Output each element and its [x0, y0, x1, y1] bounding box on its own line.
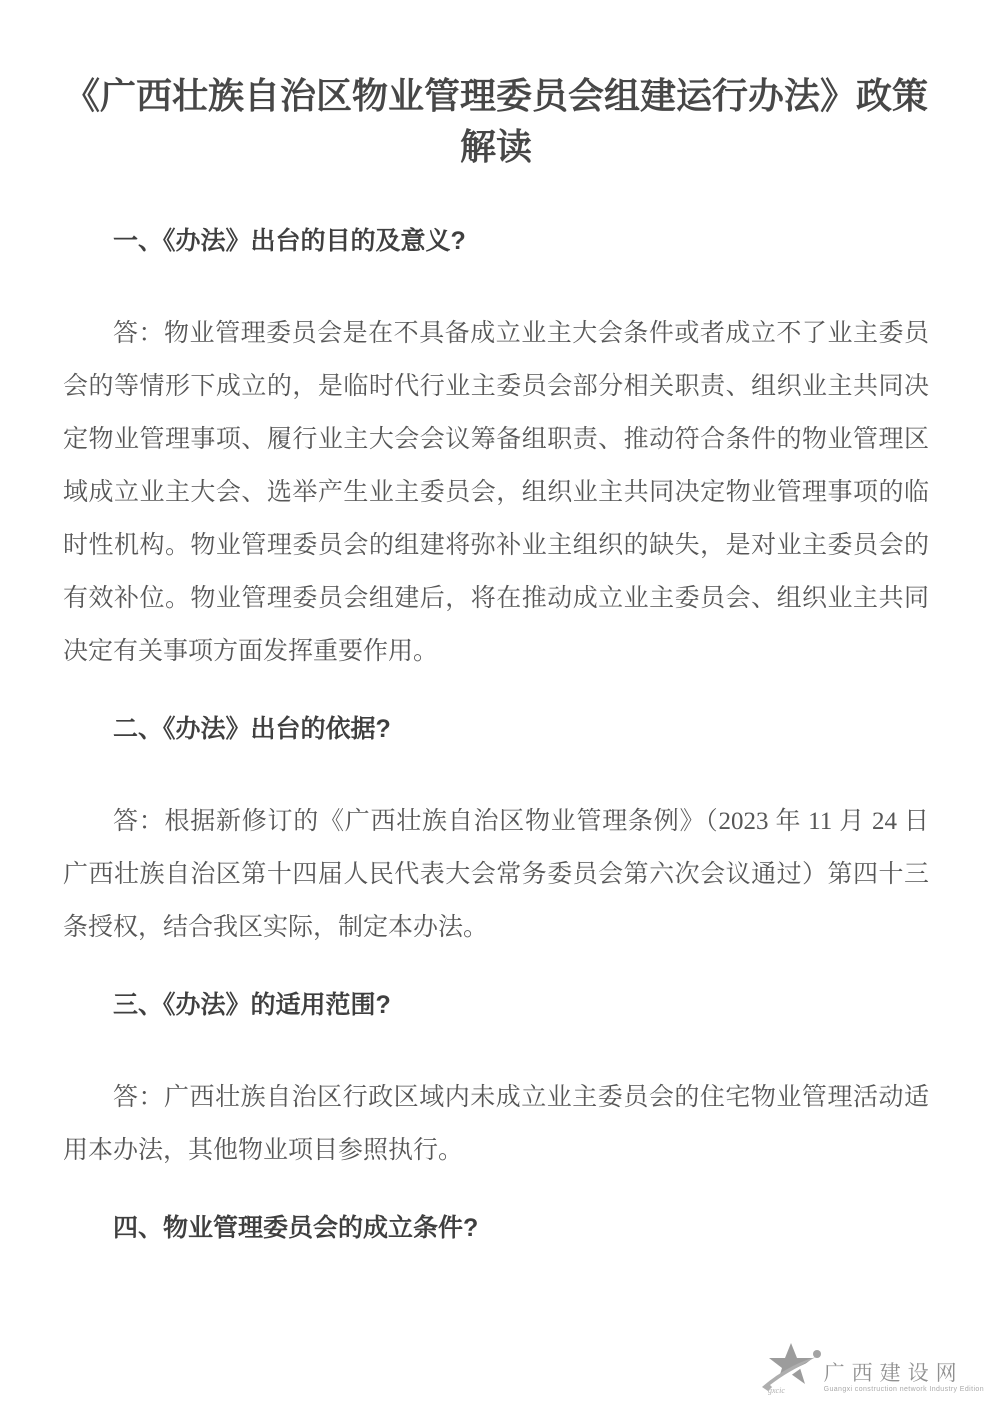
site-subtitle-english: Guangxi construction network Industry Edition: [823, 1386, 984, 1393]
section-1-heading: 一、《办法》出台的目的及意义?: [113, 227, 466, 255]
watermark-text-column: [824, 1361, 984, 1397]
section-3-answer: 答：广西壮族自治区行政区域内未成立业主委员会的住宅物业管理活动适用本办法，其他物业项目参照执行。: [63, 1084, 929, 1164]
section-4: [63, 1212, 929, 1244]
star-logo-icon: [760, 1341, 822, 1397]
section-2-answer: 答：根据新修订的《广西壮族自治区物业管理条例》（2023 年 11 月 24 日广西壮族自治区第十四届人民代表大会常务委员会第六次会议通过）第四十三条授权，结合我区实际，制定本办法。: [63, 808, 929, 941]
document-title: 《广西壮族自治区物业管理委员会组建运行办法》政策解读: [63, 75, 928, 167]
site-watermark-logo: [760, 1341, 984, 1397]
section-2: [63, 713, 929, 954]
site-name: 广西建设网: [823, 1361, 964, 1385]
section-3: [63, 989, 929, 1177]
section-2-heading: 二、《办法》出台的依据?: [113, 715, 391, 743]
logo-script-text: gxcic: [767, 1386, 785, 1395]
section-4-heading: 四、物业管理委员会的成立条件?: [113, 1214, 479, 1242]
section-1-answer: 答：物业管理委员会是在不具备成立业主大会条件或者成立不了业主委员会的等情形下成立的，是临时代行业主委员会部分相关职责、组织业主共同决定物业管理事项、履行业主大会会议筹备组职责、推动符合条件的物业管理区域成立业主大会、选举产生业主委员会，组织业主共同决定物业管理事项的临时性机构。物业管理委员会的组建将弥补业主组织的缺失，是对业主委员会的有效补位。物业管理委员会组建后，将在推动成立业主委员会、组织业主共同决定有关事项方面发挥重要作用。: [63, 320, 929, 665]
section-3-heading: 三、《办法》的适用范围?: [113, 991, 391, 1019]
section-1: [63, 225, 929, 678]
